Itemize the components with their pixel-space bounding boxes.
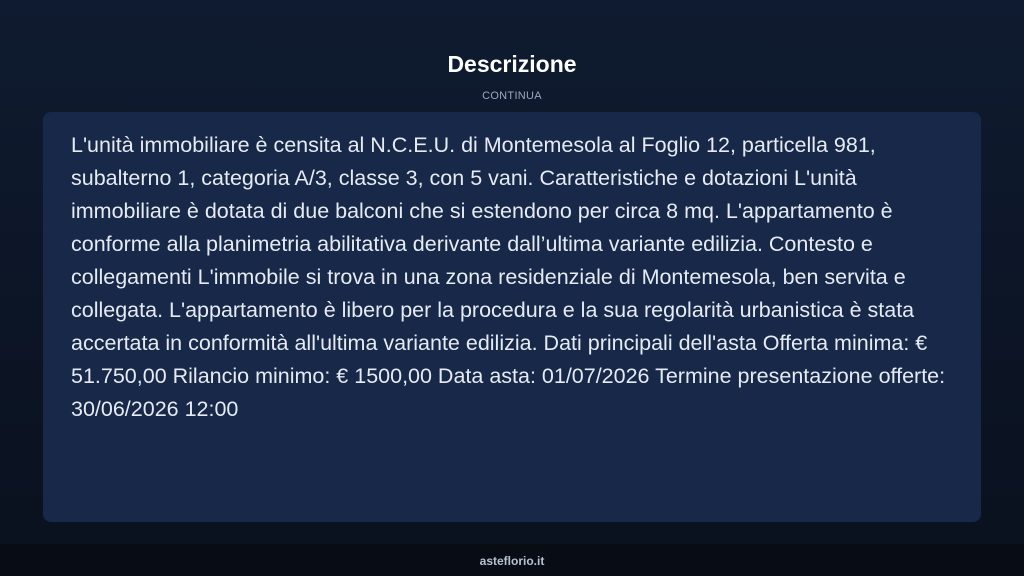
- description-text: L'unità immobiliare è censita al N.C.E.U. di Montemesola al Foglio 12, particella 981, subalterno 1, categoria A/3, classe 3, con 5 vani. Caratteristiche e dotazioni L'unità immobiliare è dotata di due balconi che si estendono per circa 8 mq. L'appartamento è conforme alla planimetria abilitativa derivante dall’ultima variante edilizia. Contesto e collegamenti L'immobile si trova in una zona residenziale di Montemesola, ben servita e collegata. L'appartamento è libero per la procedura e la sua regolarità urbanistica è stata accertata in conformità all'ultima variante edilizia. Dati principali dell'asta Offerta minima: € 51.750,00 Rilancio minimo: € 1500,00 Data asta: 01/07/2026 Termine presentazione offerte: 30/06/2026 12:00: [71, 133, 946, 421]
- page-title: Descrizione: [447, 51, 577, 77]
- footer-bar: [0, 544, 1024, 576]
- description-card: [43, 112, 981, 522]
- footer-site-name: asteflorio.it: [479, 554, 545, 568]
- page-subtitle: CONTINUA: [482, 90, 542, 102]
